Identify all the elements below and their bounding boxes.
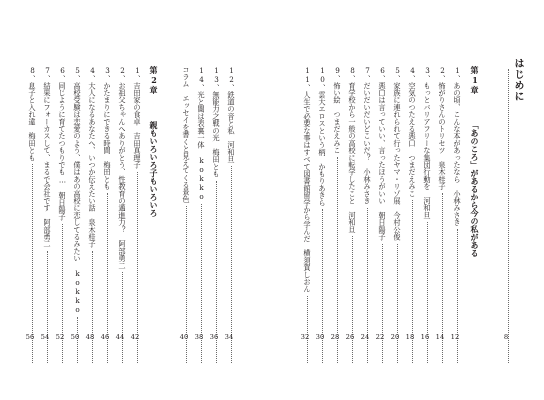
page-number: 44: [115, 333, 125, 341]
page-number: 12: [450, 333, 460, 341]
entry-number: 10、: [318, 66, 327, 92]
entry-title: 怖い絵 つまだえみこ: [333, 82, 342, 155]
entry-title: 吉田家の食卓 吉田真理子: [133, 82, 142, 169]
entry-number: 14、: [197, 66, 206, 92]
page-number: 8: [503, 333, 509, 341]
entry-title: 結果にフォーカスして、まるで会社です 阿部勇二: [43, 82, 52, 248]
toc-entry[interactable]: [57, 66, 68, 366]
entry-number: 13、: [212, 66, 221, 92]
toc-entry[interactable]: [437, 66, 448, 366]
entry-title: 悪口は言っていい、言ったほうがいい 朝日陽子: [378, 82, 387, 241]
leader-dots: [508, 69, 509, 363]
toc-entry[interactable]: [362, 66, 373, 366]
leader-dots: [352, 236, 353, 363]
entry-number: 4、: [88, 66, 97, 83]
page-number: 32: [300, 333, 310, 341]
entry-title: 大人になるあなたへ、いつか伝えたい話 泉木桂子: [88, 82, 97, 248]
toc-entry[interactable]: [332, 66, 343, 366]
page-number: 16: [420, 333, 430, 341]
entry-title: お祖父ちゃんへありがとう、性教育の邁進力？ 阿部勇二: [118, 82, 127, 270]
entry-title: 家族に連れられて行ったヤマ・リゾ展 今村公俊: [393, 82, 402, 241]
entry-number: 9、: [333, 66, 342, 83]
toc-entry-intro[interactable]: [503, 66, 514, 366]
chapter-2-heading: [148, 66, 159, 366]
leader-dots: [47, 251, 48, 363]
entry-title: あの頃、こんな本があったなら 小林みさき: [453, 82, 462, 227]
entry-number: 3、: [423, 66, 432, 83]
entry-title: 空気のつたえる悪口 つまだえみこ: [408, 82, 417, 198]
chapter-title: 「あのころ」があるから今の私がある: [470, 121, 480, 257]
toc-entry[interactable]: [87, 66, 98, 366]
entry-title: 育学校から一般の高校に転学したこと 河和旦: [348, 82, 357, 234]
toc-entry[interactable]: [422, 66, 433, 366]
toc-entry[interactable]: [302, 66, 313, 366]
entry-title: 雲大エロスという柄 かもりあきら: [318, 91, 327, 207]
toc-entry[interactable]: [226, 66, 237, 366]
page-number: 54: [40, 333, 50, 341]
toc-entry[interactable]: [27, 66, 38, 366]
page-number: 56: [25, 333, 35, 341]
toc-entry[interactable]: [211, 66, 222, 366]
toc-entry[interactable]: [392, 66, 403, 366]
page-number: 20: [390, 333, 400, 341]
page-number: 34: [224, 333, 234, 341]
entry-title: 怖がりさんのトリセツ 泉木桂子: [438, 82, 447, 191]
leader-dots: [382, 244, 383, 363]
page-number: 38: [194, 333, 204, 341]
page-number: 18: [405, 333, 415, 341]
toc-entry[interactable]: [347, 66, 358, 366]
toc-entry[interactable]: [42, 66, 53, 366]
entry-title: 同じように育てたつもりでも… 朝日陽子: [58, 82, 67, 221]
entry-number: 1、: [453, 66, 462, 83]
entry-title: もっとバリアフリーな集団行動を 河和旦: [423, 82, 432, 220]
entry-number: 11、: [303, 66, 312, 92]
page-number: 46: [100, 333, 110, 341]
page-number: 26: [345, 333, 355, 341]
entry-number: 8、: [348, 66, 357, 83]
toc-entry[interactable]: [452, 66, 463, 366]
entry-title: 無能力之戦の光 梅田とも: [212, 91, 221, 178]
toc-entry[interactable]: [377, 66, 388, 366]
page-number: 42: [130, 333, 140, 341]
leader-dots: [397, 244, 398, 363]
entry-title: コラム エッセイを書くと見えてくる景色: [182, 66, 191, 203]
chapter-title: 親もいろいろ子もいろいろ: [149, 121, 159, 217]
chapter-number: 第2章: [149, 66, 159, 95]
toc-entry[interactable]: [117, 66, 128, 366]
leader-dots: [427, 222, 428, 363]
entry-number: 1、: [133, 66, 142, 83]
page-number: 30: [315, 333, 325, 341]
entry-number: 4、: [408, 66, 417, 83]
toc-entry[interactable]: [72, 66, 83, 366]
entry-title: だいだいだいどこいだ？ 小林みさき: [363, 82, 372, 205]
entry-number: 6、: [378, 66, 387, 83]
page-number: 40: [179, 333, 189, 341]
page-number: 24: [360, 333, 370, 341]
page-number: 36: [209, 333, 219, 341]
entry-title: かたまりにできる時間 梅田とも: [103, 82, 112, 191]
chapter-number: 第1章: [470, 66, 480, 95]
toc-entry[interactable]: [102, 66, 113, 366]
toc-entry[interactable]: [196, 66, 207, 366]
entry-title: 光と闇は表裏一体 kokko: [197, 91, 206, 202]
chapter-1-heading: [469, 66, 480, 366]
entry-title: 高校受験は恋愛のよう、僕はあの高校に恋してるみたい kokko: [73, 82, 82, 315]
entry-number: 2、: [438, 66, 447, 83]
page-number: 14: [435, 333, 445, 341]
entry-title: 鉄道の音と私 河和旦: [227, 91, 236, 164]
toc-entry[interactable]: [132, 66, 143, 366]
toc-entry[interactable]: [181, 66, 192, 366]
page-number: 48: [85, 333, 95, 341]
entry-number: 3、: [103, 66, 112, 83]
leader-dots: [457, 229, 458, 363]
entry-number: 5、: [73, 66, 82, 83]
page-number: 50: [70, 333, 80, 341]
intro-title: はじめに: [512, 58, 523, 102]
leader-dots: [307, 296, 308, 363]
entry-number: 7、: [363, 66, 372, 83]
toc-entry[interactable]: [317, 66, 328, 366]
page-number: 22: [375, 333, 385, 341]
toc-entry[interactable]: [407, 66, 418, 366]
entry-title: 息子と入れ違 梅田とも: [28, 82, 37, 162]
entry-number: 6、: [58, 66, 67, 83]
entry-number: 2、: [118, 66, 127, 83]
entry-number: 7、: [43, 66, 52, 83]
leader-dots: [122, 272, 123, 363]
entry-number: 12、: [227, 66, 236, 92]
leader-dots: [92, 251, 93, 363]
leader-dots: [62, 224, 63, 363]
page-number: 52: [55, 333, 65, 341]
page-number: 28: [330, 333, 340, 341]
entry-number: 5、: [393, 66, 402, 83]
entry-number: 8、: [28, 66, 37, 83]
entry-title: 人生で必要な事はすべて図書館留学から学んだ 横須賀しおん: [303, 91, 312, 293]
